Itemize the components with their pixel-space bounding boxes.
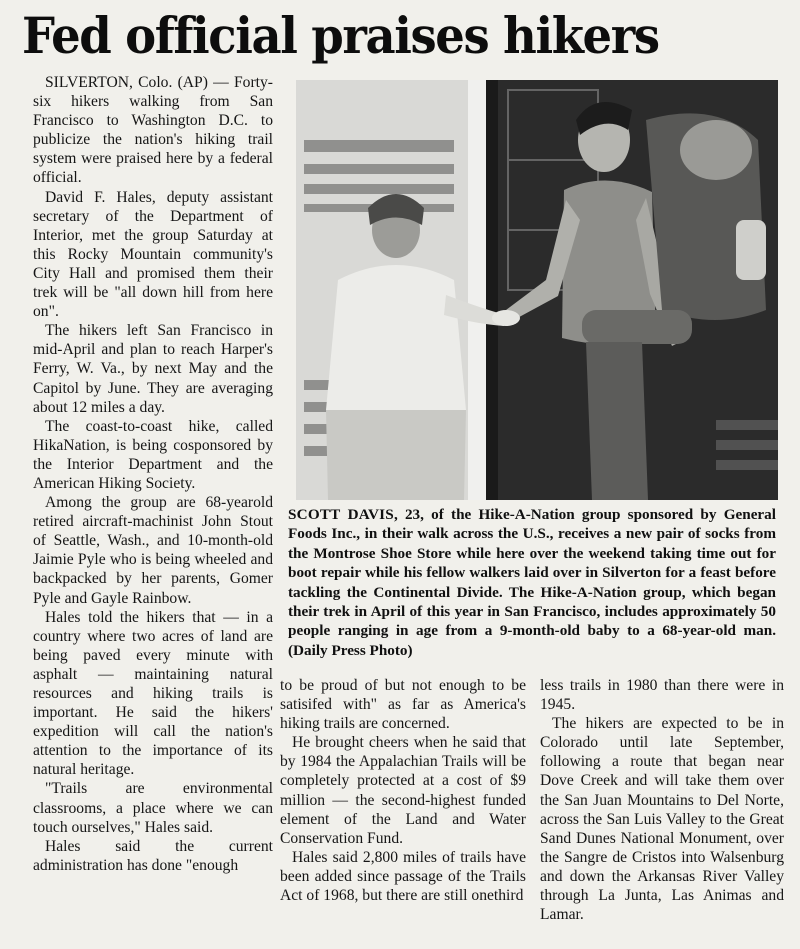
article-paragraph: Hales told the hikers that — in a country where two acres of land are being paved every minute with asphalt — maintaining natural resources and hiking trails is important. He said the hikers' expedition will call the nation's attention to the importance of its natural heritage. (33, 608, 273, 779)
article-paragraph: Hales said the current administration has done "enough (33, 837, 273, 874)
article-paragraph: The hikers are expected to be in Colorado until late September, following a route that began near Dove Creek and will take them over the San Juan Mountains to Del Norte, across the San Luis Valley to the Great Sand Dunes National Monument, over the Sangre de Cristos into Walsenburg and down the Arkansas River Valley through La Junta, Las Animas and Lamar. (540, 715, 784, 924)
article-paragraph: Hales said 2,800 miles of trails have been added since passage of the Trails Act of 1968, but there are still onethird (280, 848, 526, 905)
news-photo (296, 80, 778, 500)
caption-body: , 23, of the Hike-A-Nation group sponsored by General Foods Inc., in their walk across the U.S., receives a new pair of socks from the Montrose Shoe Store while here over the weekend taking time out for boot repair while his fellow walkers laid over in Silverton for a feast before tackling the Continental Divide. The Hike-A-Nation group, which began their trek in April of this year in San Francisco, includes approximately 50 people ranging in age from a 9-month-old baby to a 68-year-old man. (Daily Press Photo) (288, 506, 776, 659)
article-paragraph: David F. Hales, deputy assistant secretary of the Department of Interior, met the group Saturday at this Rocky Mountain community's City Hall and promised them their trek will be "all down hill from here on". (33, 188, 273, 321)
article-column-left (33, 73, 273, 875)
article-column-middle (280, 676, 526, 905)
headline: Fed official praises hikers (22, 6, 659, 65)
article-paragraph: less trails in 1980 than there were in 1945. (540, 677, 784, 714)
article-column-right (540, 676, 784, 924)
caption-lead: SCOTT DAVIS (288, 506, 394, 523)
article-paragraph: SILVERTON, Colo. (AP) — Forty-six hikers walking from San Francisco to Washington D.C. to publicize the nation's hiking trail system were praised here by a federal official. (33, 74, 273, 187)
article-paragraph: "Trails are environmental classrooms, a place where we can touch ourselves," Hales said. (33, 780, 273, 836)
article-paragraph: The coast-to-coast hike, called HikaNation, is being cosponsored by the Interior Department and the American Hiking Society. (33, 417, 273, 492)
article-paragraph: The hikers left San Francisco in mid-April and plan to reach Harper's Ferry, W. Va., by next May and the Capitol by June. They are averaging about 12 miles a day. (33, 322, 273, 416)
article-paragraph: He brought cheers when he said that by 1984 the Appalachian Trails will be completely protected at a cost of $9 million — the second-highest funded element of the Land and Water Conservation Fund. (280, 734, 526, 847)
article-paragraph: Among the group are 68-yearold retired aircraft-machinist John Stout of Seattle, Wash., and 10-month-old Jaimie Pyle who is being wheeled and backpacked by her parents, Gomer Pyle and Gayle Rainbow. (33, 494, 273, 607)
photo-caption (288, 505, 776, 660)
photo-handshake-scene (296, 80, 778, 500)
article-paragraph: to be proud of but not enough to be satisifed with" as far as America's hiking trails are concerned. (280, 677, 526, 733)
